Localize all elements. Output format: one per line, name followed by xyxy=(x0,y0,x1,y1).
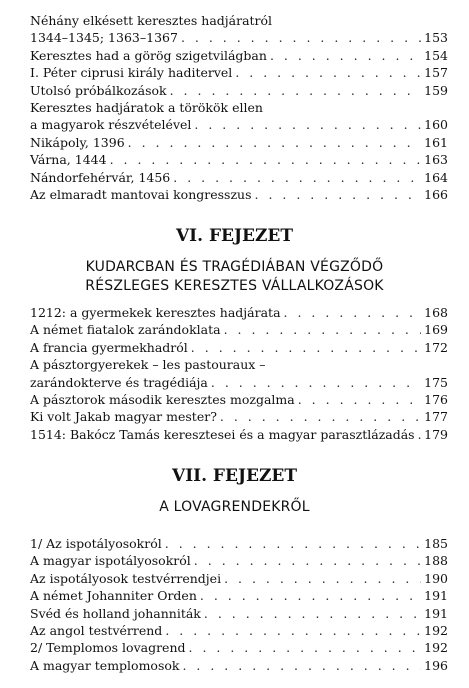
toc-entry-title: Nándorfehérvár, 1456 xyxy=(30,169,171,185)
toc-entry-title: Az angol testvérrend xyxy=(30,623,163,639)
toc-entry-title-line: Néhány elkésett keresztes hadjáratról xyxy=(30,13,273,28)
toc-section-previous-chapter xyxy=(30,12,448,203)
toc-entry xyxy=(30,151,448,168)
toc-entry-line xyxy=(30,304,448,321)
toc-entry-title: Az ispotályosok testvérrendjei xyxy=(30,570,222,586)
toc-entry-page-number: 164 xyxy=(424,169,448,185)
toc-entry xyxy=(30,99,448,134)
dot-leader xyxy=(194,552,421,569)
toc-entry-page-number: 192 xyxy=(424,623,448,639)
dot-leader xyxy=(224,570,421,587)
toc-entry-page-number: 157 xyxy=(424,65,448,81)
dot-leader xyxy=(182,657,421,674)
dot-leader xyxy=(220,408,421,425)
toc-entry-title: a magyarok részvételével xyxy=(30,117,192,133)
chapter-6-heading: VI. FEJEZET xyxy=(175,226,294,246)
toc-entry-line xyxy=(30,374,448,391)
toc-entry-line xyxy=(30,134,448,151)
toc-entry-page-number: 153 xyxy=(424,30,448,46)
toc-entry-title: Az elmaradt mantovai kongresszus xyxy=(30,187,252,203)
toc-entry-line xyxy=(30,570,448,587)
toc-entry xyxy=(30,12,448,47)
toc-entry xyxy=(30,570,448,587)
toc-entry-line xyxy=(30,82,448,99)
toc-entry-title: Várna, 1444 xyxy=(30,152,107,168)
toc-entry xyxy=(30,321,448,338)
toc-entry-title-line: A pásztorgyerekek – les pastouraux – xyxy=(30,357,266,373)
toc-entry-line xyxy=(30,587,448,604)
toc-entry-line xyxy=(30,64,448,81)
toc-entry-line xyxy=(30,339,448,356)
toc-entry-line xyxy=(30,426,448,443)
toc-entry xyxy=(30,82,448,99)
toc-entry-line xyxy=(30,186,448,203)
toc-entry-line xyxy=(30,29,448,46)
toc-entry-page-number: 166 xyxy=(424,187,448,203)
toc-entry xyxy=(30,169,448,186)
toc-entry xyxy=(30,47,448,64)
toc-entry-line xyxy=(30,151,448,168)
toc-entry-line xyxy=(30,639,448,656)
toc-entry-page-number: 172 xyxy=(424,339,448,355)
toc-entry-title: A magyar ispotályosokról xyxy=(30,553,191,569)
dot-leader xyxy=(284,304,422,321)
dot-leader xyxy=(200,587,421,604)
dot-leader xyxy=(165,535,421,552)
toc-entry-title: Svéd és holland johanniták xyxy=(30,605,201,621)
toc-entry-line xyxy=(30,657,448,674)
toc-entry-line xyxy=(30,622,448,639)
chapter-6-subtitle-line-1: KUDARCBAN ÉS TRAGÉDIÁBAN VÉGZŐDŐ xyxy=(85,259,384,275)
toc-entry-title: A pásztorok második keresztes mozgalma xyxy=(30,392,295,408)
toc-entry-title: A magyar templomosok xyxy=(30,657,180,673)
toc-entry-line xyxy=(30,605,448,622)
toc-entry-page-number: 169 xyxy=(424,322,448,338)
toc-entry-page-number: 192 xyxy=(424,640,448,656)
toc-entry-page-number: 159 xyxy=(424,82,448,98)
dot-leader xyxy=(128,134,421,151)
dot-leader xyxy=(224,321,422,338)
dot-leader xyxy=(189,639,422,656)
toc-entry-page-number: 176 xyxy=(424,392,448,408)
toc-entry xyxy=(30,535,448,552)
toc-section-chapter-7 xyxy=(30,535,448,674)
toc-entry-line xyxy=(30,116,448,133)
toc-entry-line xyxy=(30,535,448,552)
toc-entry-page-number: 163 xyxy=(424,152,448,168)
toc-entry-line xyxy=(30,408,448,425)
dot-leader xyxy=(204,605,421,622)
toc-entry xyxy=(30,391,448,408)
dot-leader xyxy=(181,29,421,46)
toc-entry-line xyxy=(30,47,448,64)
toc-entry-page-number: 161 xyxy=(424,134,448,150)
toc-entry-page-number: 185 xyxy=(424,536,448,551)
dot-leader xyxy=(211,374,421,391)
dot-leader xyxy=(194,116,421,133)
toc-entry-title: Utolsó próbálkozások xyxy=(30,82,167,98)
toc-entry xyxy=(30,587,448,604)
toc-entry-title: A francia gyermekhadról xyxy=(30,339,188,355)
toc-entry-title: 1212: a gyermekek keresztes hadjárata xyxy=(30,305,281,320)
toc-entry-page-number: 190 xyxy=(424,570,448,586)
toc-entry xyxy=(30,186,448,203)
toc-entry-line xyxy=(30,552,448,569)
toc-entry xyxy=(30,605,448,622)
dot-leader xyxy=(235,64,421,81)
toc-entry xyxy=(30,356,448,391)
dot-leader xyxy=(110,151,422,168)
toc-entry-page-number: 175 xyxy=(424,374,448,390)
toc-entry-title: A német Johanniter Orden xyxy=(30,588,197,604)
toc-entry-title: 1514: Bakócz Tamás keresztesei és a magyar parasztlázadás xyxy=(30,426,415,442)
toc-entry-title: 1/ Az ispotályosokról xyxy=(30,536,162,551)
toc-entry-page-number: 168 xyxy=(424,305,448,320)
toc-entry xyxy=(30,622,448,639)
toc-entry-page-number: 188 xyxy=(424,553,448,569)
chapter-6-subtitle-line-2: RÉSZLEGES KERESZTES VÁLLALKOZÁSOK xyxy=(85,278,384,294)
dot-leader xyxy=(270,47,421,64)
toc-entry-page-number: 177 xyxy=(424,409,448,425)
toc-entry xyxy=(30,639,448,656)
toc-entry-page-number: 191 xyxy=(424,588,448,604)
dot-leader xyxy=(170,82,422,99)
toc-entry xyxy=(30,552,448,569)
toc-entry-title: A német fiatalok zarándoklata xyxy=(30,322,221,338)
toc-entry xyxy=(30,304,448,321)
toc-entry xyxy=(30,408,448,425)
toc-entry xyxy=(30,134,448,151)
toc-section-chapter-6 xyxy=(30,304,448,443)
dot-leader xyxy=(418,426,422,443)
toc-entry-page-number: 196 xyxy=(424,657,448,673)
toc-entry xyxy=(30,64,448,81)
toc-entry-page-number: 179 xyxy=(424,426,448,442)
toc-entry-title: zarándokterve és tragédiája xyxy=(30,374,208,390)
toc-entry xyxy=(30,339,448,356)
toc-entry-title-line: Keresztes hadjáratok a törökök ellen xyxy=(30,100,263,116)
toc-entry-page-number: 160 xyxy=(424,117,448,133)
chapter-7-subtitle: A LOVAGRENDEKRŐL xyxy=(159,499,310,515)
toc-entry-title: 2/ Templomos lovagrend xyxy=(30,640,186,656)
toc-entry-title: 1344–1345; 1363–1367 xyxy=(30,30,178,46)
toc-entry xyxy=(30,426,448,443)
toc-entry-title: Keresztes had a görög szigetvilágban xyxy=(30,47,267,63)
dot-leader xyxy=(298,391,421,408)
dot-leader xyxy=(255,186,422,203)
dot-leader xyxy=(191,339,421,356)
toc-entry-line xyxy=(30,169,448,186)
chapter-7-heading: VII. FEJEZET xyxy=(172,466,297,486)
toc-entry-title: I. Péter ciprusi király haditervel xyxy=(30,65,233,81)
toc-entry-line xyxy=(30,391,448,408)
toc-entry-page-number: 191 xyxy=(424,605,448,621)
toc-entry-page-number: 154 xyxy=(424,47,448,63)
toc-entry-title: Ki volt Jakab magyar mester? xyxy=(30,409,217,425)
dot-leader xyxy=(173,169,421,186)
toc-entry-line xyxy=(30,321,448,338)
toc-entry-title: Nikápoly, 1396 xyxy=(30,134,125,150)
dot-leader xyxy=(165,622,421,639)
toc-entry xyxy=(30,657,448,674)
